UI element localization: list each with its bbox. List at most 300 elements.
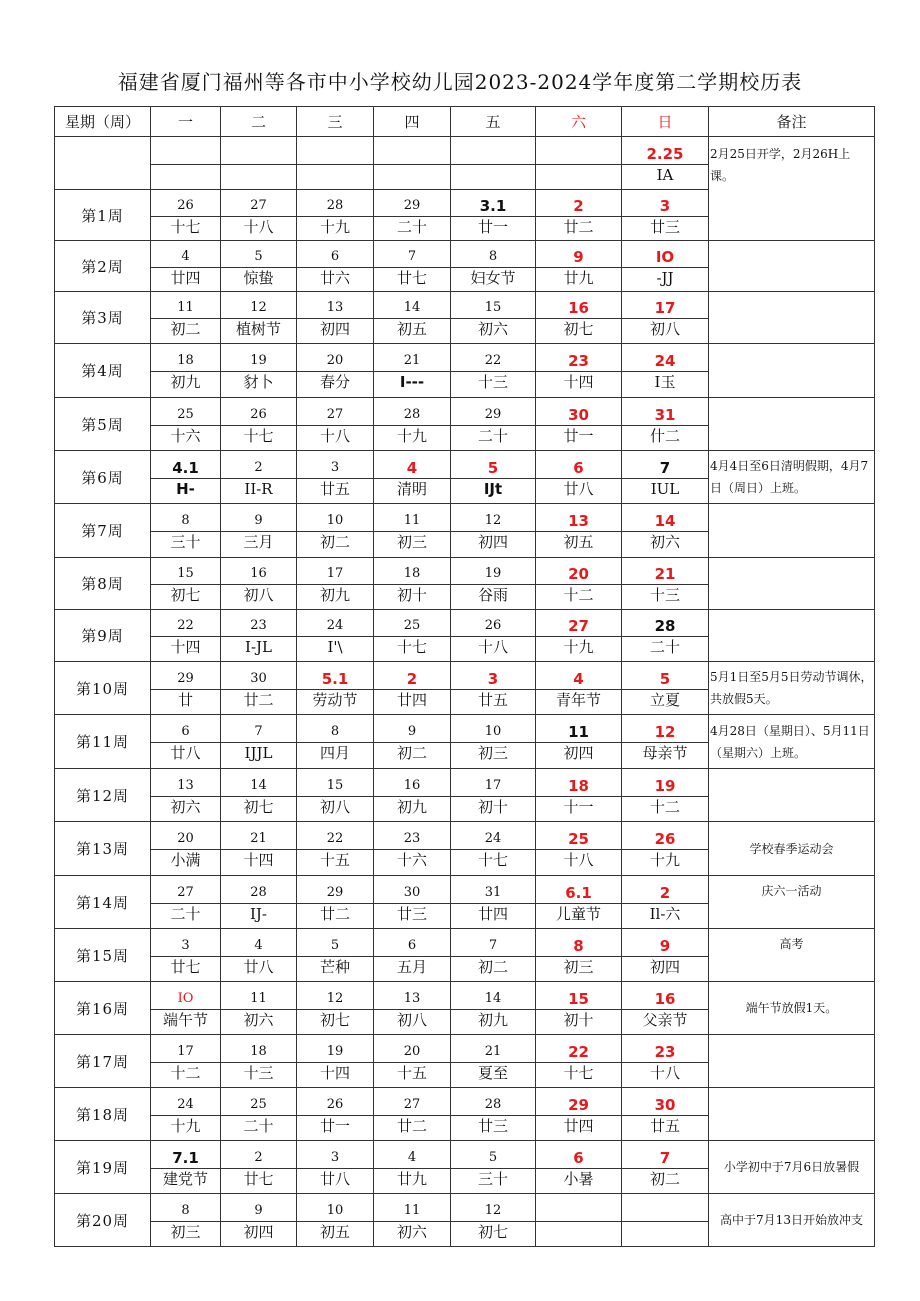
note-cell: 5月1日至5月5日劳动节调休，共放假5天。 [709, 662, 875, 715]
header-notes: 备注 [709, 107, 875, 137]
note-cell [709, 241, 875, 292]
week-label: 第8周 [55, 558, 151, 610]
lunar-label: 廿七 [374, 267, 450, 290]
week-label: 第16周 [55, 982, 151, 1035]
lunar-label: 初四 [221, 1221, 296, 1244]
date-number: 7 [659, 1148, 671, 1167]
day-cell [451, 822, 536, 876]
date-number: 22 [326, 831, 344, 846]
day-cell [151, 876, 221, 929]
date-number: 7 [488, 937, 498, 953]
date-number: 26 [654, 830, 676, 848]
day-cell [374, 137, 451, 190]
lunar-label: 廿八 [151, 742, 220, 765]
date-number: 30 [403, 884, 421, 900]
date-number: 4 [406, 458, 418, 477]
day-cell [622, 715, 709, 769]
day-cell [451, 610, 536, 662]
date-number: 29 [568, 1095, 589, 1114]
day-cell [374, 451, 451, 504]
date-number: 23 [654, 1042, 676, 1061]
day-cell [536, 662, 622, 715]
day-cell [536, 982, 622, 1035]
lunar-label: 二十 [374, 216, 450, 239]
date-number: 16 [654, 989, 676, 1008]
note-cell [709, 292, 875, 344]
day-cell [622, 451, 709, 504]
lunar-label: 初六 [622, 531, 708, 554]
lunar-label: 十九 [622, 849, 708, 872]
date-number: 17 [326, 566, 344, 581]
week-label: 第10周 [55, 662, 151, 715]
lunar-label: 初九 [297, 584, 373, 607]
date-number: 3 [181, 937, 190, 953]
lunar-label: IA [622, 164, 708, 187]
date-number: 8 [181, 513, 190, 528]
date-number: 27 [326, 406, 344, 422]
day-cell [451, 1141, 536, 1194]
note-cell: 学校春季运动会 [709, 822, 875, 876]
week-label: 第20周 [55, 1194, 151, 1247]
date-number: 6 [181, 724, 190, 739]
day-cell [374, 822, 451, 876]
day-cell [622, 769, 709, 822]
header-day-sun: 日 [622, 107, 709, 137]
date-number [151, 140, 220, 164]
date-number: 10 [484, 724, 502, 739]
lunar-label: 小暑 [536, 1168, 621, 1191]
note-cell: 高中于7月13日开始放冲支 [709, 1194, 875, 1247]
day-cell [221, 610, 297, 662]
lunar-label: 十八 [622, 1062, 708, 1085]
date-number: 4.1 [172, 458, 199, 477]
date-number: 4 [573, 669, 584, 688]
lunar-label: 二十 [151, 903, 220, 926]
date-number: 29 [484, 406, 502, 422]
note-cell: 高考 [709, 929, 875, 982]
week-label: 第9周 [55, 610, 151, 662]
lunar-label: H- [151, 478, 220, 501]
day-cell [622, 1035, 709, 1088]
lunar-label: -JJ [622, 267, 708, 290]
week-label: 第11周 [55, 715, 151, 769]
day-cell [451, 1088, 536, 1141]
date-number: 12 [326, 990, 344, 1006]
lunar-label: 儿童节 [536, 903, 621, 926]
day-cell [374, 610, 451, 662]
header-day-tue: 二 [221, 107, 297, 137]
lunar-label: 清明 [374, 478, 450, 501]
date-number: 9 [254, 1202, 263, 1218]
lunar-label: 十五 [297, 849, 373, 872]
lunar-label: 十八 [297, 425, 373, 448]
date-number: 5 [487, 458, 499, 477]
date-number: 26 [326, 1096, 344, 1112]
date-number: 4 [254, 937, 263, 953]
day-cell [622, 398, 709, 451]
day-cell [151, 610, 221, 662]
day-cell [374, 1088, 451, 1141]
day-cell [297, 137, 374, 190]
day-cell [221, 876, 297, 929]
day-cell [536, 1141, 622, 1194]
lunar-label: 二十 [221, 1115, 296, 1138]
day-cell [536, 137, 622, 190]
day-cell [297, 558, 374, 610]
day-cell [151, 241, 221, 292]
date-number: 19 [250, 353, 267, 368]
week-label: 第19周 [55, 1141, 151, 1194]
lunar-label: 初十 [374, 584, 450, 607]
lunar-label: 十九 [297, 216, 373, 239]
lunar-label: 初三 [374, 531, 450, 554]
day-cell [297, 241, 374, 292]
note-cell: 2月25日开学，2月26H上课。 [709, 137, 875, 241]
day-cell [221, 1141, 297, 1194]
date-number: 19 [326, 1043, 344, 1059]
day-cell [451, 558, 536, 610]
lunar-label: 廿九 [374, 1168, 450, 1191]
date-number: 17 [484, 777, 502, 793]
note-cell [709, 398, 875, 451]
date-number: 9 [573, 247, 584, 266]
date-number: 18 [403, 566, 421, 581]
date-number: 9 [659, 936, 671, 955]
day-cell [622, 190, 709, 241]
lunar-label: 夏至 [451, 1062, 535, 1085]
date-number: 3 [659, 196, 671, 215]
lunar-label: 惊蛰 [221, 267, 296, 290]
week-label: 第14周 [55, 876, 151, 929]
date-number: 5 [659, 669, 671, 688]
date-number: 15 [177, 566, 194, 581]
week-label: 第4周 [55, 344, 151, 398]
day-cell [221, 190, 297, 241]
day-cell [151, 1141, 221, 1194]
lunar-label: 初三 [536, 956, 621, 979]
lunar-label: Il-六 [622, 903, 708, 926]
lunar-label: 劳动节 [297, 689, 373, 712]
week-row [55, 1194, 875, 1247]
lunar-label [536, 164, 621, 187]
lunar-label: 初九 [451, 1009, 535, 1032]
date-number: 12 [484, 1202, 502, 1218]
day-cell [374, 769, 451, 822]
lunar-label: 妇女节 [451, 267, 535, 290]
lunar-label: 什二 [622, 425, 708, 448]
day-cell [221, 1035, 297, 1088]
lunar-label: 廿二 [297, 903, 373, 926]
day-cell [451, 876, 536, 929]
date-number: 30 [250, 670, 267, 686]
date-number: 29 [403, 197, 421, 213]
day-cell [151, 1194, 221, 1247]
date-number: 13 [326, 300, 344, 315]
note-cell [709, 769, 875, 822]
lunar-label: 十三 [622, 584, 708, 607]
day-cell [297, 715, 374, 769]
date-number: 4 [407, 1149, 417, 1165]
lunar-label: 廿二 [374, 1115, 450, 1138]
date-number: 3 [487, 669, 499, 688]
date-number: 15 [568, 989, 589, 1008]
date-number: 25 [568, 830, 589, 848]
note-cell [709, 504, 875, 558]
lunar-label: 初七 [221, 796, 296, 819]
day-cell [622, 929, 709, 982]
day-cell [451, 1194, 536, 1247]
lunar-label: 十二 [622, 796, 708, 819]
lunar-label: 初十 [451, 796, 535, 819]
day-cell [374, 344, 451, 398]
lunar-label: 芒种 [297, 956, 373, 979]
date-number: 24 [654, 352, 676, 370]
lunar-label [221, 164, 296, 187]
date-number: 26 [177, 197, 194, 213]
week-row [55, 715, 875, 769]
date-number: 3 [330, 1149, 340, 1165]
note-cell: 4月4日至6日清明假期，4月7日（周日）上班。 [709, 451, 875, 504]
week-row [55, 344, 875, 398]
lunar-label: 初二 [374, 742, 450, 765]
date-number: 12 [654, 723, 676, 741]
header-day-thu: 四 [374, 107, 451, 137]
day-cell [221, 504, 297, 558]
date-number: 21 [403, 353, 421, 368]
date-number: 2 [573, 196, 584, 215]
day-cell [221, 662, 297, 715]
date-number: 9 [407, 724, 417, 739]
lunar-label: 母亲节 [622, 742, 708, 765]
day-cell [536, 610, 622, 662]
week-row [55, 1088, 875, 1141]
day-cell [622, 137, 709, 190]
day-cell [451, 451, 536, 504]
date-number: 30 [654, 1095, 676, 1114]
date-number: 11 [403, 1202, 421, 1218]
day-cell [151, 662, 221, 715]
day-cell [221, 929, 297, 982]
lunar-label: 廿四 [536, 1115, 621, 1138]
lunar-label: 初六 [221, 1009, 296, 1032]
note-cell [709, 610, 875, 662]
day-cell [536, 1088, 622, 1141]
lunar-label: 廿三 [374, 903, 450, 926]
lunar-label: I玉 [622, 371, 708, 394]
day-cell [374, 662, 451, 715]
lunar-label: 廿二 [221, 689, 296, 712]
lunar-label: 十七 [151, 216, 220, 239]
date-number: 21 [250, 831, 267, 846]
lunar-label: 十二 [536, 584, 621, 607]
date-number: 23 [250, 618, 267, 633]
day-cell [151, 344, 221, 398]
note-cell [709, 1035, 875, 1088]
header-day-sat: 六 [536, 107, 622, 137]
lunar-label: 十四 [536, 371, 621, 394]
date-number: 10 [326, 513, 344, 528]
week-row [55, 876, 875, 929]
lunar-label: 廿五 [297, 478, 373, 501]
note-cell: 庆六一活动 [709, 876, 875, 929]
lunar-label: IJt [451, 478, 535, 501]
header-week: 星期（周） [55, 107, 151, 137]
lunar-label: 初六 [151, 796, 220, 819]
lunar-label: 二十 [622, 636, 708, 659]
day-cell [374, 1141, 451, 1194]
lunar-label: 建党节 [151, 1168, 220, 1191]
date-number: 25 [250, 1096, 267, 1112]
lunar-label: 十七 [374, 636, 450, 659]
lunar-label: 父亲节 [622, 1009, 708, 1032]
date-number: 13 [568, 512, 589, 530]
date-number: 13 [403, 990, 421, 1006]
lunar-label: II-R [221, 478, 296, 501]
lunar-label: 豺卜 [221, 371, 296, 394]
date-number: 18 [250, 1043, 267, 1059]
lunar-label: 初六 [374, 1221, 450, 1244]
date-number: 9 [254, 513, 263, 528]
day-cell [374, 1035, 451, 1088]
lunar-label: 廿一 [451, 216, 535, 239]
day-cell [622, 1088, 709, 1141]
day-cell [451, 398, 536, 451]
date-number: 7 [659, 458, 671, 477]
day-cell [297, 344, 374, 398]
lunar-label: 初八 [374, 1009, 450, 1032]
lunar-label: 初八 [622, 318, 708, 341]
day-cell [622, 344, 709, 398]
lunar-label: 三月 [221, 531, 296, 554]
date-number: 5.1 [321, 669, 349, 688]
date-number: 3 [330, 459, 340, 475]
date-number: 26 [484, 618, 502, 633]
day-cell [451, 137, 536, 190]
lunar-label: 十三 [221, 1062, 296, 1085]
note-cell [709, 1088, 875, 1141]
header-day-wed: 三 [297, 107, 374, 137]
lunar-label: 十六 [374, 849, 450, 872]
lunar-label: 初七 [536, 318, 621, 341]
day-cell [622, 822, 709, 876]
lunar-label: 廿七 [151, 956, 220, 979]
date-number: 24 [484, 831, 502, 846]
lunar-label: 初五 [536, 531, 621, 554]
day-cell [151, 715, 221, 769]
day-cell [536, 292, 622, 344]
day-cell [297, 982, 374, 1035]
day-cell [151, 822, 221, 876]
day-cell [536, 769, 622, 822]
lunar-label: 廿一 [536, 425, 621, 448]
day-cell [536, 822, 622, 876]
lunar-label: 初七 [297, 1009, 373, 1032]
day-cell [451, 344, 536, 398]
date-number [451, 140, 535, 164]
day-cell [221, 451, 297, 504]
day-cell [297, 504, 374, 558]
day-cell [622, 982, 709, 1035]
date-number: 25 [403, 618, 421, 633]
day-cell [451, 190, 536, 241]
day-cell [374, 241, 451, 292]
date-number: 25 [177, 406, 194, 422]
day-cell [221, 292, 297, 344]
day-cell [536, 398, 622, 451]
lunar-label: 廿四 [374, 689, 450, 712]
week-label: 第17周 [55, 1035, 151, 1088]
lunar-label: 植树节 [221, 318, 296, 341]
day-cell [536, 929, 622, 982]
lunar-label: 初六 [451, 318, 535, 341]
date-number: 31 [654, 405, 676, 424]
date-number: 6 [573, 1148, 584, 1167]
week-row [55, 451, 875, 504]
day-cell [374, 292, 451, 344]
lunar-label: 谷雨 [451, 584, 535, 607]
day-cell [221, 769, 297, 822]
lunar-label: 廿八 [221, 956, 296, 979]
date-number: 15 [484, 300, 502, 315]
day-cell [151, 451, 221, 504]
lunar-label: 十九 [536, 636, 621, 659]
day-cell [536, 558, 622, 610]
date-number: 17 [177, 1043, 194, 1059]
lunar-label: 廿一 [297, 1115, 373, 1138]
lunar-label: 十九 [374, 425, 450, 448]
lunar-label: 十九 [151, 1115, 220, 1138]
day-cell [622, 1141, 709, 1194]
week-row [55, 558, 875, 610]
lunar-label: 廿四 [151, 267, 220, 290]
date-number: IO [177, 990, 194, 1006]
lunar-label: IJ- [221, 903, 296, 926]
day-cell [297, 769, 374, 822]
date-number: 14 [250, 777, 267, 793]
day-cell [451, 241, 536, 292]
week-row [55, 662, 875, 715]
date-number: 6 [407, 937, 417, 953]
day-cell [297, 929, 374, 982]
lunar-label: 初二 [451, 956, 535, 979]
lunar-label: 初五 [374, 318, 450, 341]
week-label: 第18周 [55, 1088, 151, 1141]
date-number: 30 [568, 405, 589, 424]
date-number: 7.1 [172, 1148, 199, 1167]
date-number: 20 [177, 831, 194, 846]
day-cell [622, 1194, 709, 1247]
day-cell [374, 190, 451, 241]
week-label: 第13周 [55, 822, 151, 876]
note-cell: 端午节放假1天。 [709, 982, 875, 1035]
lunar-label: 十三 [451, 371, 535, 394]
lunar-label [536, 1221, 621, 1244]
lunar-label: 廿三 [451, 1115, 535, 1138]
date-number: 16 [250, 566, 267, 581]
day-cell [221, 241, 297, 292]
lunar-label: 十四 [297, 1062, 373, 1085]
lunar-label: 初九 [374, 796, 450, 819]
date-number: 2 [659, 883, 671, 902]
day-cell [297, 822, 374, 876]
day-cell [374, 1194, 451, 1247]
day-cell [151, 558, 221, 610]
day-cell [297, 610, 374, 662]
date-number [297, 140, 373, 164]
date-number: 28 [484, 1096, 502, 1112]
week-row [55, 241, 875, 292]
week-row [55, 929, 875, 982]
